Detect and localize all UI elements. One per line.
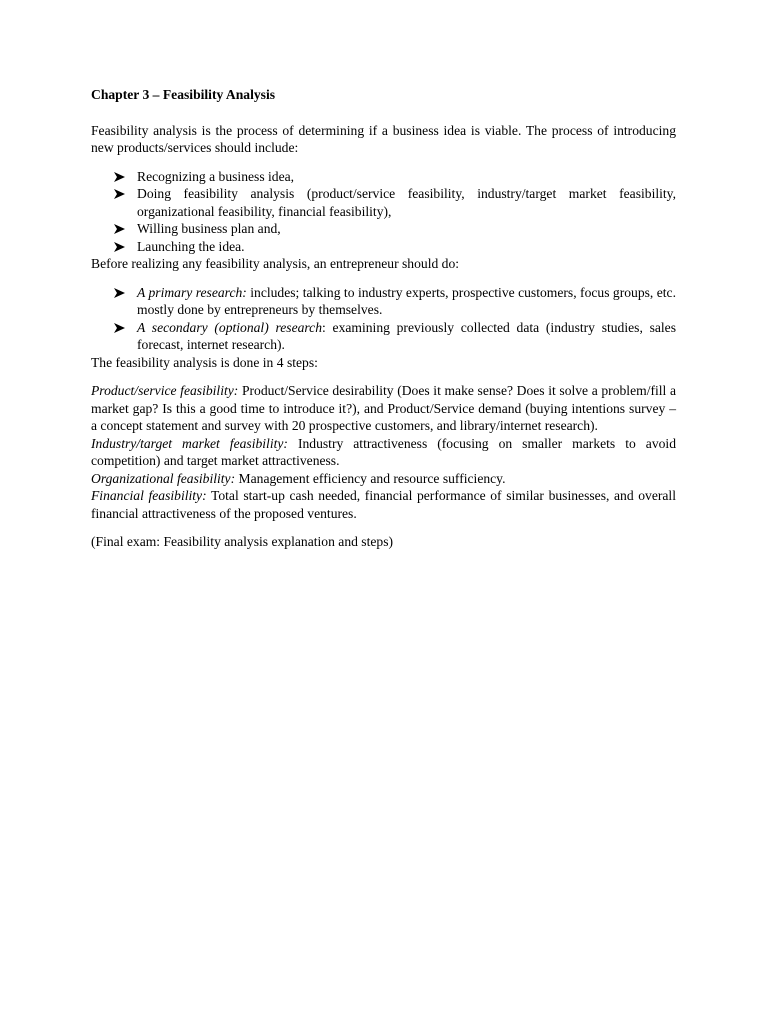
list-item-text: Recognizing a business idea, <box>137 168 295 184</box>
step-lead: Financial feasibility: <box>91 488 207 503</box>
list-item <box>91 238 676 256</box>
steps-intro-paragraph: The feasibility analysis is done in 4 steps: <box>91 354 318 370</box>
feasibility-steps <box>91 382 676 522</box>
list-item-text: Willing business plan and, <box>137 221 281 236</box>
intro-paragraph: Feasibility analysis is the process of determining if a business idea is viable. The process of introducing new products/services should include: <box>91 122 676 155</box>
step-text: Industry attractiveness (focusing on smaller markets to avoid competition) and target market attractiveness. <box>91 435 676 468</box>
arrowhead-bullet-icon <box>114 284 128 302</box>
arrowhead-bullet-icon <box>114 238 128 256</box>
document-page <box>91 86 676 551</box>
step-text: Product/Service desirability (Does it make sense? Does it solve a problem/fill a market gap? Is this a good time to introduce it?), and Product/Service demand (buying intentions survey – a concept statement and survey with 20 prospective customers, and library/internet research). <box>91 383 676 433</box>
final-note: (Final exam: Feasibility analysis explanation and steps) <box>91 534 394 549</box>
list-item <box>91 319 676 354</box>
step-organizational <box>91 470 676 488</box>
page-title: Chapter 3 – Feasibility Analysis <box>91 87 276 102</box>
research-text: : examining previously collected data (industry studies, sales forecast, internet research). <box>137 319 676 352</box>
step-lead: Industry/target market feasibility: <box>91 435 288 451</box>
before-paragraph: Before realizing any feasibility analysis, an entrepreneur should do: <box>91 256 460 271</box>
process-steps-list <box>91 168 676 256</box>
step-text: Management efficiency and resource sufficiency. <box>235 470 506 486</box>
research-lead: A secondary (optional) research <box>137 319 323 335</box>
research-lead: A primary research: <box>137 284 247 300</box>
step-text: Total start-up cash needed, financial performance of similar businesses, and overall financial attractiveness of the proposed ventures. <box>91 488 676 521</box>
research-text: includes; talking to industry experts, prospective customers, focus groups, etc. mostly done by entrepreneurs by themselves. <box>137 284 676 317</box>
step-industry-market <box>91 435 676 470</box>
arrowhead-bullet-icon <box>114 168 128 186</box>
arrowhead-bullet-icon <box>114 319 128 337</box>
list-item-text: Launching the idea. <box>137 238 245 254</box>
arrowhead-bullet-icon <box>114 220 128 238</box>
research-list <box>91 284 676 354</box>
step-lead: Product/service feasibility: <box>91 383 239 398</box>
step-lead: Organizational feasibility: <box>91 470 236 486</box>
list-item <box>91 284 676 319</box>
list-item <box>91 220 676 238</box>
step-financial <box>91 487 676 522</box>
arrowhead-bullet-icon <box>114 185 128 203</box>
list-item-text: Doing feasibility analysis (product/service feasibility, industry/target market feasibility, organizational feasibility, financial feasibility), <box>137 186 676 219</box>
list-item <box>91 168 676 186</box>
list-item <box>91 185 676 220</box>
step-product-service <box>91 382 676 435</box>
